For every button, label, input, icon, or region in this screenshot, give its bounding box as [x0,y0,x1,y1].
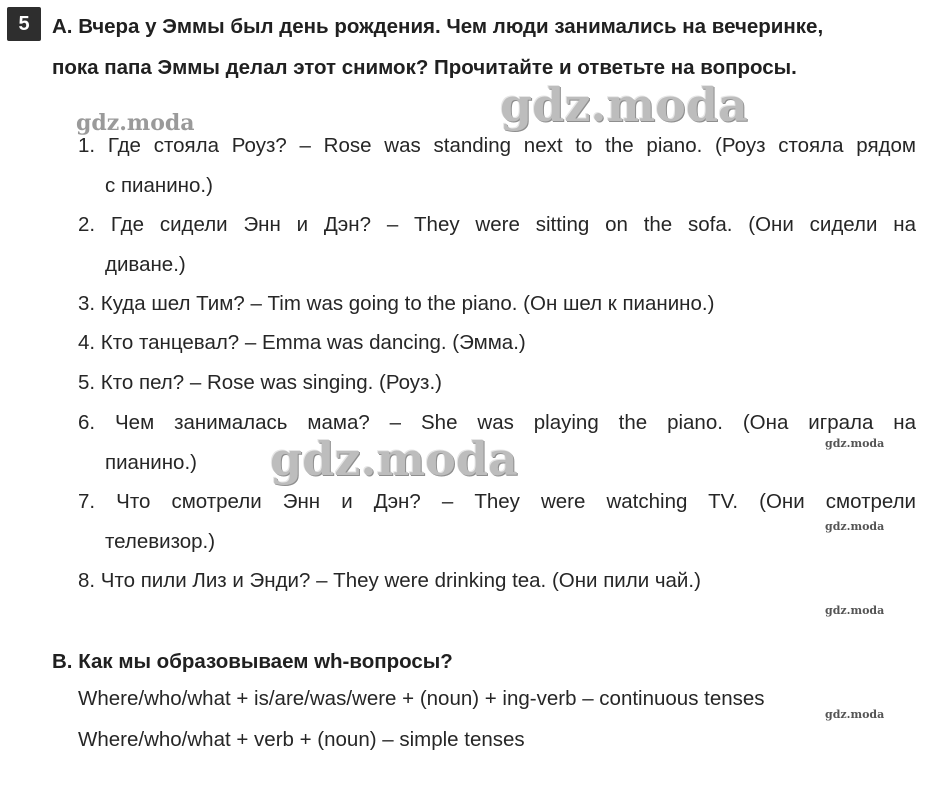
watermark-small-2: gdz.moda [825,520,885,533]
section-b-heading: B. Как мы образовываем wh-вопросы? [52,650,453,673]
answer-1-line-2: с пианино.) [105,174,213,197]
watermark-large-top: gdz.moda [500,78,748,132]
answer-5: 5. Кто пел? – Rose was singing. (Роуз.) [78,371,442,394]
answer-6-line-2: пианино.) [105,451,197,474]
answer-1-line-1: 1. Где стояла Роуз? – Rose was standing next to the piano. (Роуз стояла рядом [78,134,916,157]
watermark-large-middle: gdz.moda [270,432,518,486]
watermark-small-3: gdz.moda [825,604,885,617]
answer-2-line-2: диване.) [105,253,186,276]
watermark-medium-left: gdz.moda [76,110,195,136]
watermark-small-1: gdz.moda [825,437,885,450]
exercise-number-badge: 5 [7,7,41,41]
answer-6-line-1: 6. Чем занималась мама? – She was playing the piano. (Она играла на [78,411,916,434]
answer-7-line-2: телевизор.) [105,530,216,553]
answer-2-line-1: 2. Где сидели Энн и Дэн? – They were sitting on the sofa. (Они сидели на [78,213,916,236]
answer-4: 4. Кто танцевал? – Emma was dancing. (Эмма.) [78,331,526,354]
answer-3: 3. Куда шел Тим? – Tim was going to the piano. (Он шел к пианино.) [78,292,715,315]
watermark-small-4: gdz.moda [825,708,885,721]
section-a-heading-line-1: A. Вчера у Эммы был день рождения. Чем люди занимались на вечеринке, [52,15,824,38]
section-a-heading-line-2: пока папа Эммы делал этот снимок? Прочитайте и ответьте на вопросы. [52,56,797,79]
answer-8: 8. Что пили Лиз и Энди? – They were drinking tea. (Они пили чай.) [78,569,701,592]
answer-7-line-1: 7. Что смотрели Энн и Дэн? – They were watching TV. (Они смотрели [78,490,916,513]
rule-simple-tenses: Where/who/what + verb + (noun) – simple tenses [78,728,525,751]
rule-continuous-tenses: Where/who/what + is/are/was/were + (noun) + ing-verb – continuous tenses [78,687,765,710]
